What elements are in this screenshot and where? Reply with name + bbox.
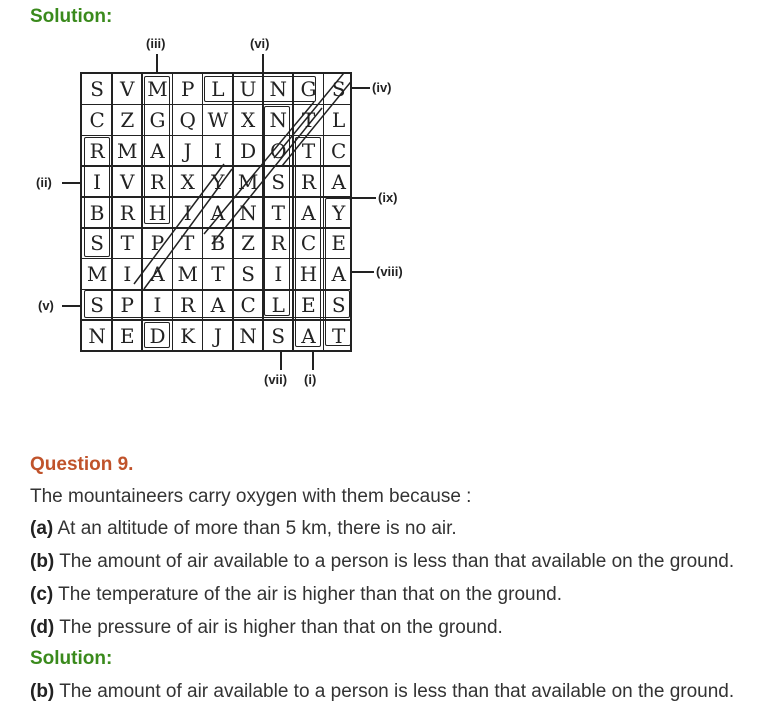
option-a: (a) At an altitude of more than 5 km, there is no air. (30, 518, 457, 539)
grid-letter: I (93, 169, 102, 194)
grid-letter: V (120, 77, 135, 102)
grid-letter: M (86, 262, 108, 287)
grid-letter: D (149, 323, 166, 348)
option-b: (b) The amount of air available to a person is less than that available on the ground. (30, 551, 735, 572)
grid-letter: C (331, 138, 347, 163)
grid-letter: P (120, 292, 135, 317)
grid-letter: E (119, 323, 135, 348)
grid-letter: M (177, 262, 198, 287)
grid-letter: A (331, 262, 346, 287)
grid-letter: A (210, 292, 226, 317)
grid-letter: T (271, 200, 285, 225)
label-viii: (viii) (376, 264, 403, 279)
grid-letter: L (211, 77, 225, 102)
label-vii: (vii) (264, 372, 288, 387)
grid-letter: L (271, 292, 285, 317)
grid-letter: S (331, 292, 346, 317)
grid-letter: N (269, 108, 288, 133)
grid-letter: Y (332, 200, 346, 225)
grid-letter: X (180, 169, 195, 194)
grid-letter: B (210, 231, 226, 256)
grid-letter: R (270, 231, 286, 256)
grid-letter: V (120, 169, 135, 194)
grid-letter: I (274, 262, 283, 287)
answer-text: (b) The amount of air available to a person is less than that available on the ground. (30, 681, 735, 702)
grid-letter: X (240, 108, 256, 133)
grid-letter: U (239, 77, 257, 102)
grid-letter: R (149, 169, 166, 194)
grid-letter: H (299, 262, 318, 287)
grid-letter: C (240, 292, 256, 317)
grid-letter: T (120, 231, 134, 256)
grid-letter: R (300, 169, 317, 194)
question-stem: The mountaineers carry oxygen with them because : (30, 486, 472, 507)
grid-letter: R (89, 138, 105, 163)
grid-letter: O (270, 138, 287, 163)
grid-letter: G (300, 77, 317, 102)
grid-letter: Z (241, 231, 256, 256)
grid-letter: S (90, 77, 104, 102)
grid-letter: N (88, 323, 106, 348)
grid-letter: I (183, 200, 192, 225)
label-v: (v) (38, 298, 54, 313)
grid-letter: M (147, 77, 168, 102)
grid-letter: E (301, 292, 316, 317)
grid-letter: G (149, 108, 166, 133)
grid-letter: P (150, 231, 165, 256)
grid-letter: H (148, 200, 167, 225)
grid-letter: T (211, 262, 225, 287)
grid-letter: A (150, 138, 165, 163)
label-iii: (iii) (146, 36, 166, 51)
grid-letter: T (181, 231, 195, 256)
question-title: Question 9. (30, 454, 134, 475)
grid-letter: M (117, 138, 138, 163)
option-d: (d) The pressure of air is higher than that on the ground. (30, 617, 503, 638)
answer-heading: Solution: (30, 648, 113, 669)
grid-letter: A (301, 200, 316, 225)
grid-letter: S (331, 77, 346, 102)
label-ix: (ix) (378, 190, 398, 205)
grid-letter: S (90, 231, 104, 256)
grid-letter: J (183, 138, 192, 163)
solution-heading: Solution: (30, 6, 113, 27)
grid-letter: R (119, 200, 135, 225)
grid-letter: M (237, 169, 259, 194)
grid-letter: Z (120, 108, 135, 133)
grid-letter: S (90, 292, 104, 317)
grid-letter: I (123, 262, 132, 287)
grid-letter: S (271, 169, 286, 194)
grid-letter: T (301, 108, 316, 133)
label-vi: (vi) (250, 36, 270, 51)
grid-letter: S (241, 262, 255, 287)
grid-letter: C (89, 108, 105, 133)
grid-letter: S (271, 323, 286, 348)
label-ii: (ii) (36, 175, 52, 190)
label-iv: (iv) (372, 80, 392, 95)
grid-letter: Q (179, 108, 196, 133)
grid-letter: N (269, 77, 288, 102)
grid-letter: A (150, 262, 165, 287)
grid-letter: A (301, 323, 316, 348)
grid-letter: I (153, 292, 162, 317)
grid-letter: B (89, 200, 105, 225)
label-i: (i) (304, 372, 317, 387)
grid-letter: N (239, 323, 257, 348)
grid-letter: R (180, 292, 196, 317)
grid-letter: P (180, 77, 195, 102)
grid-letter: W (207, 108, 229, 133)
grid-letter: K (180, 323, 196, 348)
grid-letter: A (331, 169, 346, 194)
grid-letter: T (301, 138, 316, 163)
grid-letter: I (213, 138, 222, 163)
grid-letter: E (331, 231, 346, 256)
grid-letter: D (240, 138, 257, 163)
grid-letter: T (332, 323, 346, 348)
grid-letter: A (210, 200, 226, 225)
grid-letter: J (213, 323, 222, 348)
option-c: (c) The temperature of the air is higher than that on the ground. (30, 584, 562, 605)
grid-letter: Y (211, 169, 225, 194)
grid-letter: C (300, 231, 317, 256)
grid-letter: N (239, 200, 257, 225)
grid-letter: L (332, 108, 346, 133)
letter-grid (80, 72, 352, 352)
